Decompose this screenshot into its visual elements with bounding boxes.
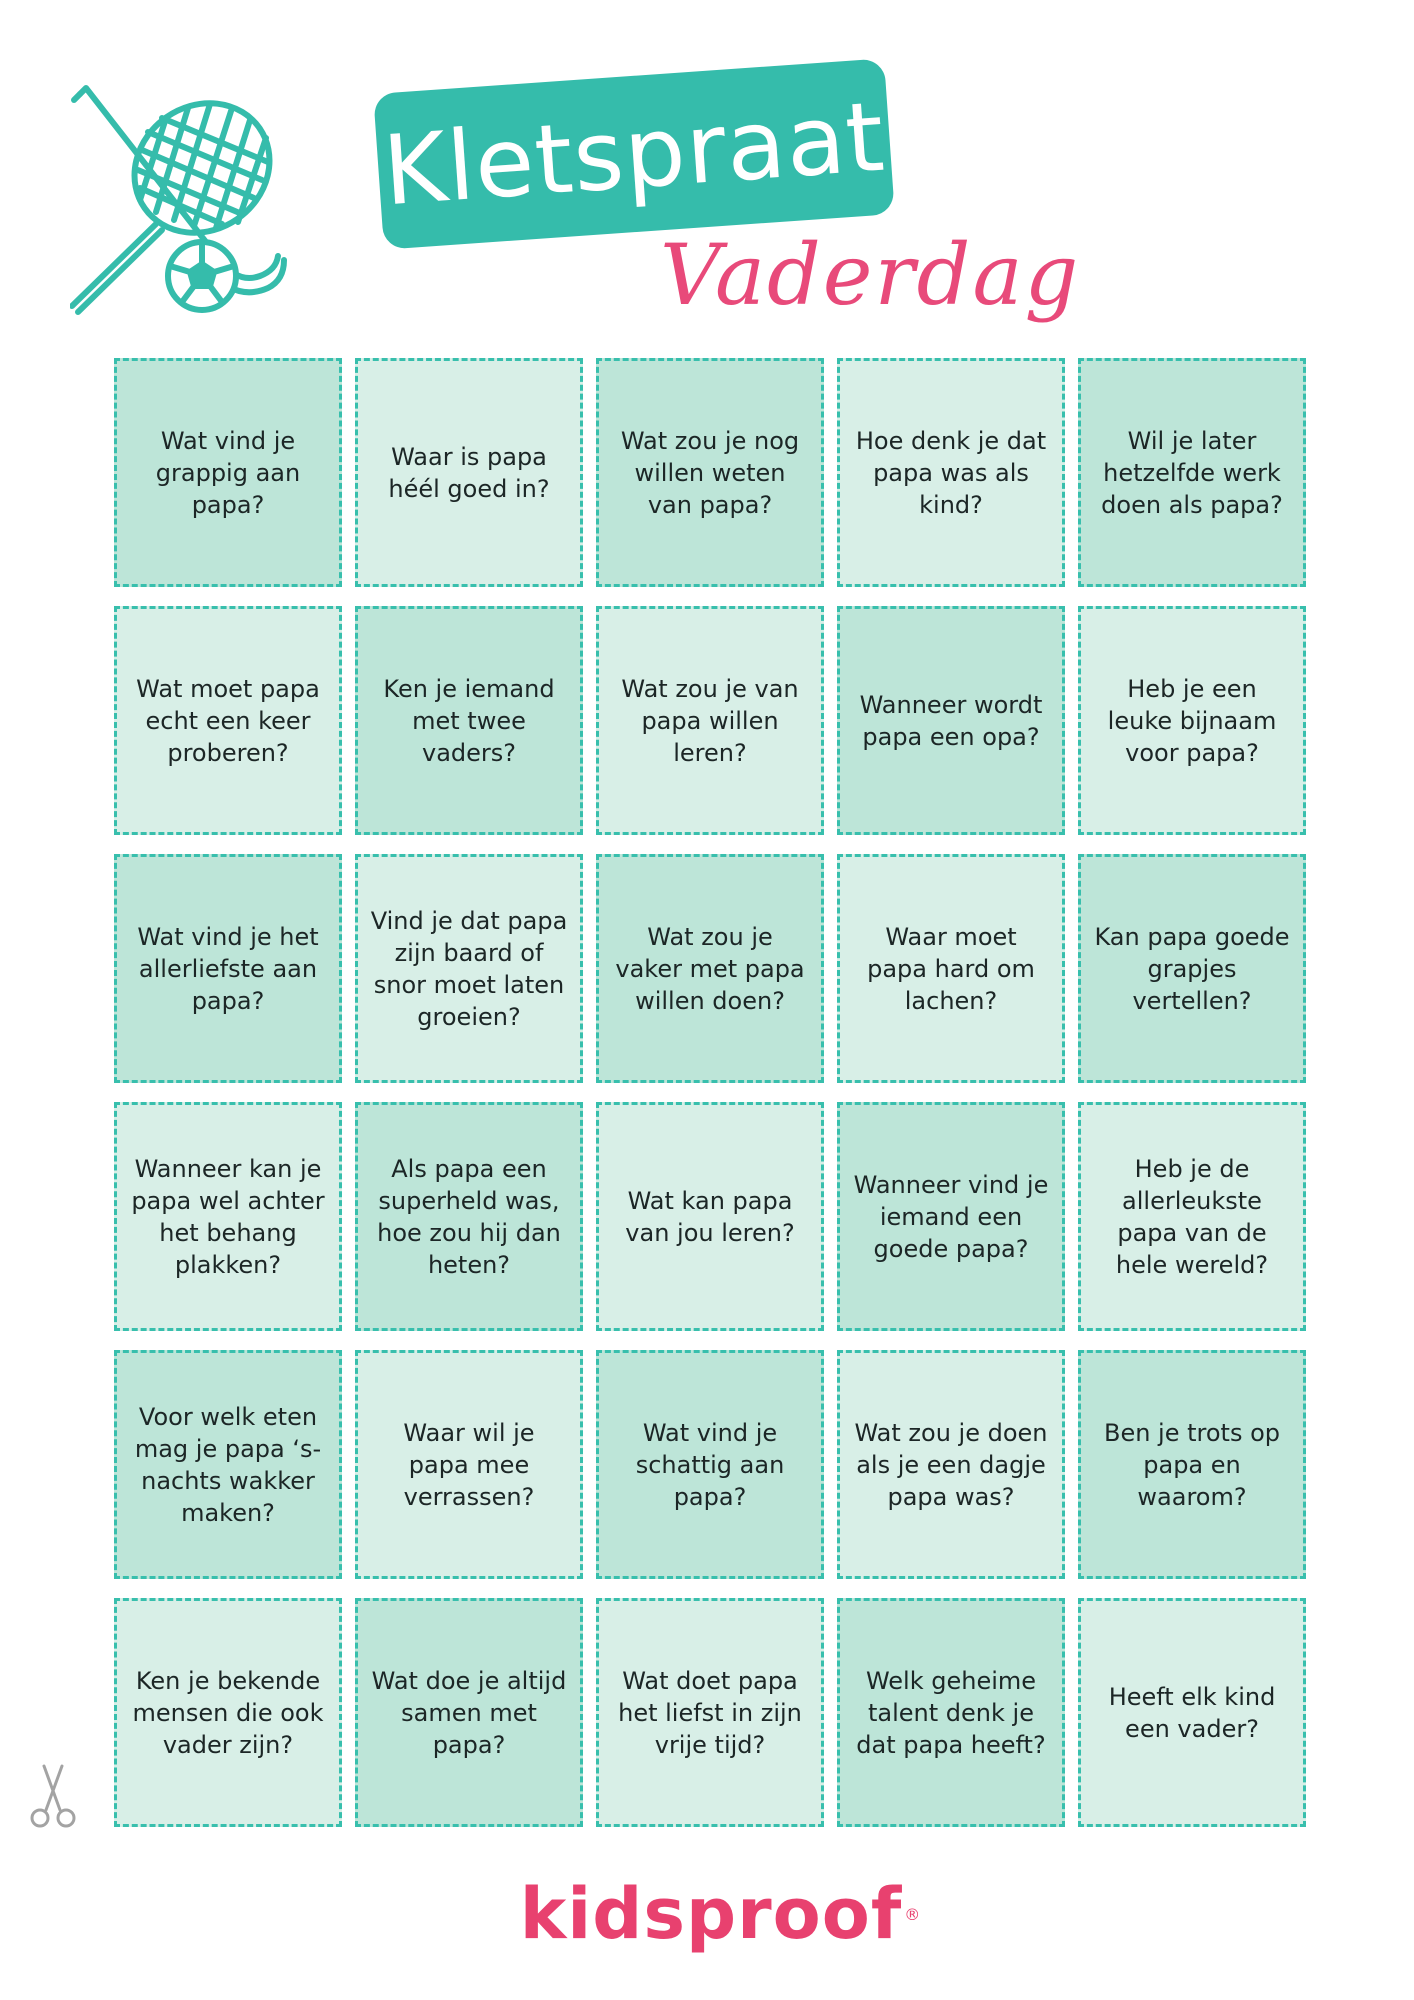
question-text: Hoe denk je dat papa was als kind? bbox=[855, 426, 1047, 519]
question-card bbox=[596, 358, 824, 587]
question-text: Wanneer wordt papa een opa? bbox=[859, 690, 1043, 751]
sports-equipment-icon bbox=[70, 80, 290, 320]
title-badge bbox=[373, 58, 895, 249]
registered-mark: ® bbox=[904, 1904, 921, 1924]
question-text: Wat zou je vaker met papa willen doen? bbox=[615, 922, 805, 1015]
question-card bbox=[355, 358, 583, 587]
scissors-icon bbox=[24, 1764, 82, 1828]
question-text: Wat moet papa echt een keer proberen? bbox=[136, 674, 320, 767]
question-card bbox=[837, 1598, 1065, 1827]
question-card bbox=[837, 1350, 1065, 1579]
question-card bbox=[596, 1350, 824, 1579]
question-text: Wat zou je nog willen weten van papa? bbox=[620, 426, 800, 519]
question-text: Wat vind je schattig aan papa? bbox=[635, 1418, 785, 1511]
question-card bbox=[1078, 1598, 1306, 1827]
question-text: Wat vind je het allerliefste aan papa? bbox=[137, 922, 319, 1015]
question-text: Wanneer kan je papa wel achter het behang plakken? bbox=[131, 1154, 325, 1279]
question-text: Wat zou je doen als je een dagje papa was? bbox=[854, 1418, 1048, 1511]
page-subtitle: Vaderdag bbox=[660, 226, 1081, 324]
question-card bbox=[355, 1598, 583, 1827]
question-text: Ken je iemand met twee vaders? bbox=[383, 674, 555, 767]
page-title: Kletspraat bbox=[379, 80, 889, 228]
question-card bbox=[1078, 606, 1306, 835]
question-card bbox=[114, 358, 342, 587]
question-card bbox=[837, 606, 1065, 835]
question-card bbox=[837, 1102, 1065, 1331]
question-card bbox=[355, 854, 583, 1083]
question-text: Welk geheime talent denk je dat papa heeft? bbox=[856, 1666, 1046, 1759]
question-card bbox=[114, 1102, 342, 1331]
kidsproof-logo bbox=[519, 1873, 921, 1955]
question-text: Ken je bekende mensen die ook vader zijn? bbox=[132, 1666, 324, 1759]
question-card bbox=[1078, 854, 1306, 1083]
question-text: Wil je later hetzelfde werk doen als papa? bbox=[1101, 426, 1283, 519]
question-card bbox=[596, 1102, 824, 1331]
question-card bbox=[596, 606, 824, 835]
question-text: Heb je een leuke bijnaam voor papa? bbox=[1107, 674, 1277, 767]
question-text: Als papa een superheld was, hoe zou hij dan heten? bbox=[377, 1154, 561, 1279]
question-text: Wat doe je altijd samen met papa? bbox=[371, 1666, 567, 1759]
question-text: Vind je dat papa zijn baard of snor moet laten groeien? bbox=[370, 906, 568, 1031]
question-text: Waar wil je papa mee verrassen? bbox=[403, 1418, 535, 1511]
question-text: Heeft elk kind een vader? bbox=[1108, 1682, 1276, 1743]
question-text: Wat kan papa van jou leren? bbox=[625, 1186, 795, 1247]
question-card bbox=[355, 606, 583, 835]
question-text: Waar moet papa hard om lachen? bbox=[867, 922, 1035, 1015]
question-card bbox=[355, 1350, 583, 1579]
question-card bbox=[1078, 1350, 1306, 1579]
question-card bbox=[837, 358, 1065, 587]
question-text: Kan papa goede grapjes vertellen? bbox=[1094, 922, 1290, 1015]
question-card bbox=[114, 854, 342, 1083]
question-text: Wanneer vind je iemand een goede papa? bbox=[853, 1170, 1049, 1263]
question-card-grid bbox=[114, 358, 1306, 1830]
logo-text: kidsproof bbox=[519, 1873, 903, 1955]
question-text: Voor welk eten mag je papa ‘s-nachts wakker maken? bbox=[134, 1402, 322, 1527]
question-card bbox=[596, 854, 824, 1083]
question-text: Waar is papa héél goed in? bbox=[388, 442, 550, 503]
question-card bbox=[114, 1598, 342, 1827]
question-text: Wat vind je grappig aan papa? bbox=[155, 426, 301, 519]
question-text: Wat zou je van papa willen leren? bbox=[621, 674, 799, 767]
question-card bbox=[596, 1598, 824, 1827]
question-text: Ben je trots op papa en waarom? bbox=[1103, 1418, 1281, 1511]
question-card bbox=[114, 1350, 342, 1579]
question-card bbox=[114, 606, 342, 835]
question-card bbox=[1078, 358, 1306, 587]
question-card bbox=[355, 1102, 583, 1331]
question-text: Wat doet papa het liefst in zijn vrije tijd? bbox=[618, 1666, 802, 1759]
question-card bbox=[1078, 1102, 1306, 1331]
question-text: Heb je de allerleukste papa van de hele wereld? bbox=[1115, 1154, 1269, 1279]
question-card bbox=[837, 854, 1065, 1083]
